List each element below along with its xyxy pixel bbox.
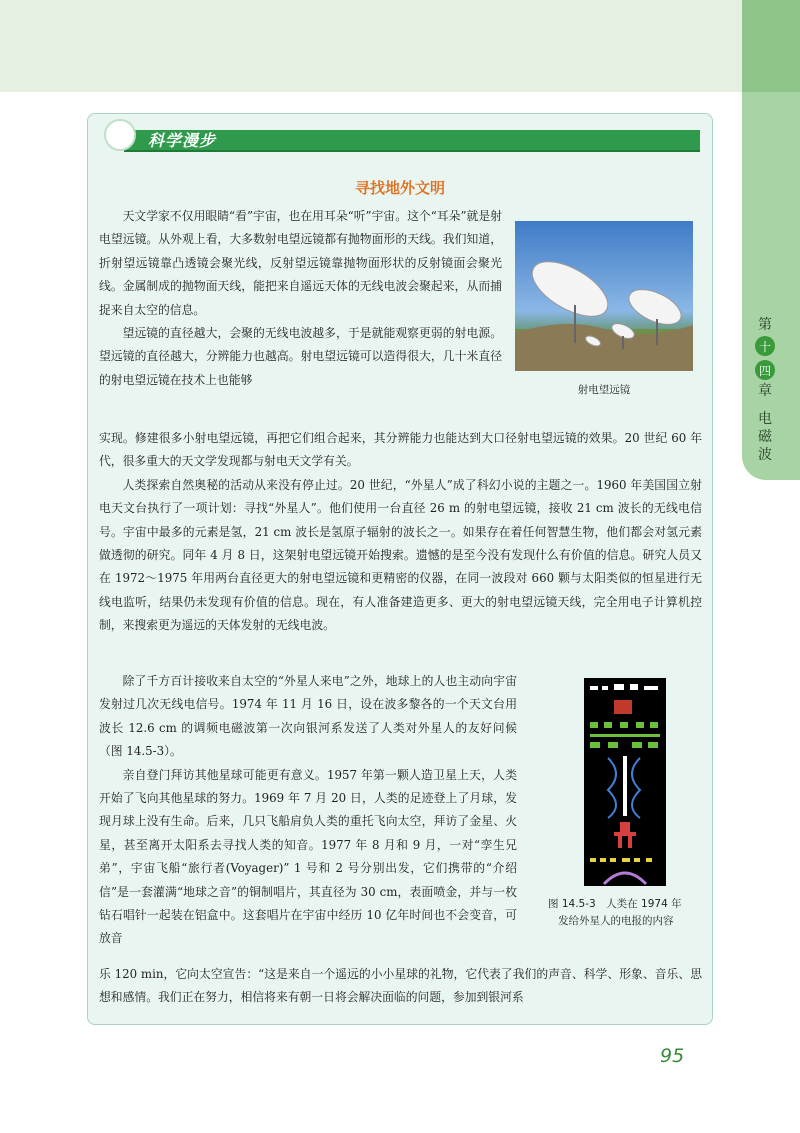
article-title: 寻找地外文明 <box>354 179 445 197</box>
text-block-1 <box>99 205 502 392</box>
text-block-2 <box>99 427 702 638</box>
paragraph-3: 人类探索自然奥秘的活动从来没有停止过。20 世纪，“外星人”成了科幻小说的主题之一。1960 年美国国立射电天文台执行了一项计划：寻找“外星人”。他们使用一台直径 26 m 的射电望远镜，接收 21 cm 波长的无线电信号。宇宙中最多的元素是氢，21 cm 波长是氢原子辐射的波长之一。如果存在着任何智慧生物，他们都会对氢元素做透彻的研究。同年 4 月 8 日，这架射电望远镜开始搜索。遗憾的是至今没有发现什么有价值的信息。研究人员又在 1972～1975 年用两台直径更大的射电望远镜和更精密的仪器，在同一波段对 660 颗与太阳类似的恒星进行无线电监听，结果仍未发现有价值的信息。现在，有人准备建造更多、更大的射电望远镜天线，完全用电子计算机控制，来搜索更为遥远的天体发射的无线电波。 <box>99 477 702 633</box>
text-block-3 <box>99 670 517 951</box>
section-header-bubble-icon <box>104 119 136 151</box>
paragraph-1: 天文学家不仅用眼睛“看”宇宙，也在用耳朵“听”宇宙。这个“耳朵”就是射电望远镜。从外观上看，大多数射电望远镜都有抛物面形的天线。我们知道，折射望远镜靠凸透镜会聚光线，反射望远镜靠抛物面形状的反射镜面会聚光线。金属制成的抛物面天线，能把来自遥远天体的无线电波会聚起来，从而捕捉来自太空的信息。 <box>99 209 502 317</box>
chapter-prefix: 第 <box>758 317 772 333</box>
arecibo-caption-line2: 发给外星人的电报的内容 <box>558 915 674 927</box>
arecibo-message-image <box>584 678 666 886</box>
paragraph-5a: 亲自登门拜访其他星球可能更有意义。1957 年第一颗人造卫星上天，人类开始了飞向其他星球的努力。1969 年 7 月 20 日，人类的足迹登上了月球，发现月球上没有生命。后来，几只飞船肩负人类的重托飞向太空，拜访了金星、火星，甚至离开太阳系去寻找人类的知音。1977 年 8 月和 9 月，一对“孪生兄弟”，宇宙飞船“旅行者(Voyager)” 1 号和 2 号分别出发，它们携带的“介绍信”是一套灌满“地球之音”的铜制唱片，其直径为 30 cm，表面喷金，并与一枚钻石唱针一起装在铝盒中。这套唱片在宇宙中经历 10 亿年时间也不会变音，可放音 <box>99 767 517 946</box>
paragraph-2b: 实现。修建很多小射电望远镜，再把它们组合起来，其分辨能力也能达到大口径射电望远镜的效果。20 世纪 60 年代，很多重大的天文学发现都与射电天文学有关。 <box>99 431 702 469</box>
arecibo-caption <box>548 896 708 930</box>
paragraph-2a: 望远镜的直径越大，会聚的无线电波越多，于是就能观察更弱的射电源。望远镜的直径越大，分辨能力也越高。射电望远镜可以造得很大，几十米直径的射电望远镜在技术上也能够 <box>99 326 502 387</box>
chapter-number-four: 四 <box>755 360 775 380</box>
page-number: 95 <box>660 1045 685 1067</box>
top-band <box>0 0 800 92</box>
radio-telescope-photo <box>515 221 693 371</box>
side-tab-top <box>742 0 800 92</box>
radio-telescope-illustration <box>515 221 693 371</box>
text-block-4 <box>99 963 702 1010</box>
chapter-number-ten: 十 <box>755 336 775 356</box>
chapter-label <box>750 316 780 464</box>
chapter-suffix: 章 <box>758 383 772 399</box>
telescope-caption: 射电望远镜 <box>577 384 631 396</box>
section-badge: 科学漫步 <box>148 131 217 150</box>
chapter-subject: 电磁波 <box>758 411 772 463</box>
paragraph-5b: 乐 120 min，它向太空宣告：“这是来自一个遥远的小小星球的礼物，它代表了我们的声音、科学、形象、音乐、思想和感情。我们正在努力，相信将来有朝一日将会解决面临的问题，参加到银河系 <box>99 967 702 1005</box>
arecibo-message-illustration <box>584 678 666 886</box>
paragraph-4: 除了千方百计接收来自太空的“外星人来电”之外，地球上的人也主动向宇宙发射过几次无线电信号。1974 年 11 月 16 日，设在波多黎各的一个天文台用波长 12.6 cm 的调频电磁波第一次向银河系发送了人类对外星人的友好问候（图 14.5-3）。 <box>99 674 517 759</box>
arecibo-caption-line1: 图 14.5-3 人类在 1974 年 <box>548 898 682 910</box>
